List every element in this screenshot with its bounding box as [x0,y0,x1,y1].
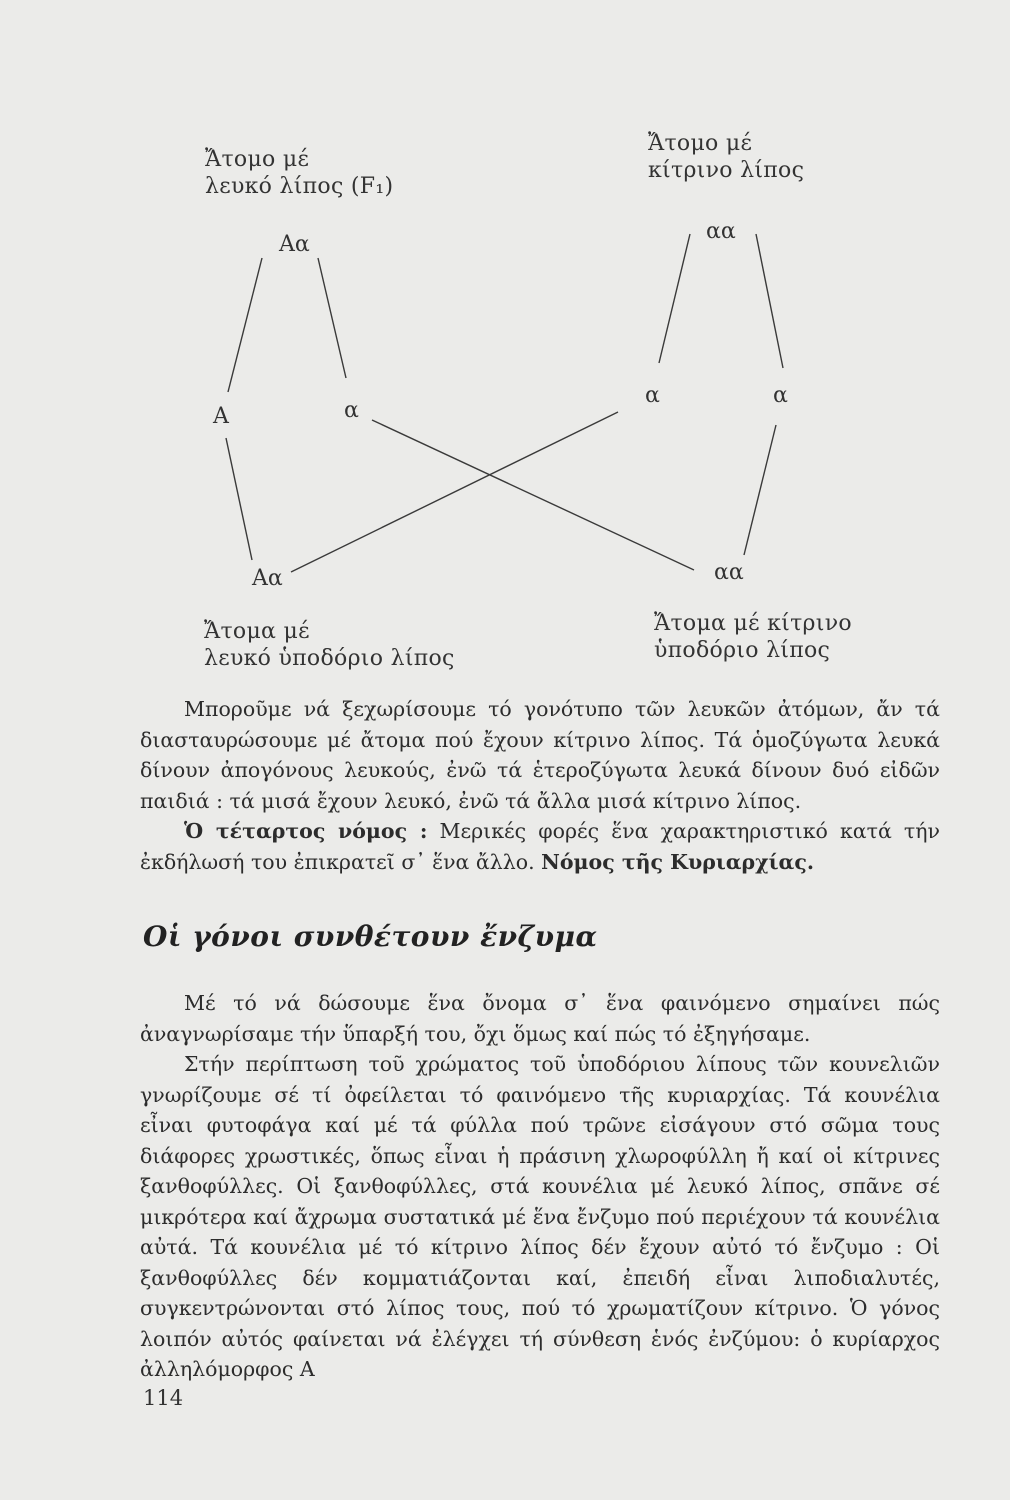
line-a1-to-offspring-Aa [291,412,618,572]
paragraph-genotype-test: Μποροῦμε νά ξεχωρίσουμε τό γονότυπο τῶν λευκῶν ἀτόμων, ἄν τά διασταυρώσουμε μέ ἄτομα πού ἔχουν κίτρινο λίπος. Τά ὁμοζύγωτα λευκά δίνουν ἀπογόνους λευκούς, ἐνῶ τά ἑτεροζύγωτα λευκά δίνουν δυό εἰδῶν παιδιά : τά μισά ἔχουν λευκό, ἐνῶ τά ἄλλα μισά κίτρινο λίπος. [140,697,940,813]
label-parent-yellow-line2: κίτρινο λίπος [648,158,805,183]
gamete-a-right-2: α [773,383,788,408]
page-number: 114 [143,1386,184,1410]
offspring-aa: αα [714,560,744,585]
label-offspring-yellow [654,610,852,664]
gamete-A: Α [213,404,229,429]
line-Aa-to-A [228,258,262,392]
paragraph-enzymes: Στήν περίπτωση τοῦ χρώματος τοῦ ὑποδόριου λίπους τῶν κουνελιῶν γνωρίζουμε σέ τί ὀφείλεται τό φαινόμενο τῆς κυριαρχίας. Τά κουνέλια εἶναι φυτοφάγα καί μέ τά φύλλα πού τρῶνε εἰσάγουν στό σῶμα τους διάφορες χρωστικές, ὅπως εἶναι ἡ πράσινη χλωροφύλλη ἤ καί οἱ κίτρινες ξανθοφύλλες. Οἱ ξανθοφύλλες, στά κουνέλια μέ λευκό λίπος, σπᾶνε σέ μικρότερα καί ἄχρωμα συστατικά μέ ἕνα ἔνζυμο πού περιέχουν τά κουνέλια αὐτά. Τά κουνέλια μέ τό κίτρινο λίπος δέν ἔχουν αὐτό τό ἔνζυμο : Οἱ ξανθοφύλλες δέν κομματιάζονται καί, ἐπειδή εἶναι λιποδιαλυτές, συγκεντρώνονται στό λίπος τους, πού τό χρωματίζουν κίτρινο. Ὁ γόνος λοιπόν αὐτός φαίνεται νά ἐλέγχει τή σύνθεση ἑνός ἐνζύμου: ὁ κυρίαρχος ἀλληλόμορφος Α [140,1052,940,1381]
gamete-a-left: α [344,398,359,423]
genetic-cross-diagram [0,0,1010,690]
label-parent-yellow-line1: Ἄτομο μέ [648,131,753,156]
label-offspring-white-line1: Ἄτομα μέ [204,619,310,644]
label-offspring-yellow-line1: Ἄτομα μέ κίτρινο [654,611,852,636]
section-heading: Οἱ γόνοι συνθέτουν ἔνζυμα [143,920,598,953]
offspring-Aa: Αα [252,566,283,591]
fourth-law-lead: Ὁ τέταρτος νόμος : [184,819,428,843]
paragraph-naming: Μέ τό νά δώσουμε ἕνα ὄνομα σ᾽ ἕνα φαινόμενο σημαίνει πώς ἀναγνωρίσαμε τήν ὕπαρξή του, ὄχι ὅμως καί πώς τό ἐξηγήσαμε. [140,991,940,1046]
line-Aa-to-a [318,258,346,378]
genotype-parent-aa: αα [706,219,736,244]
line-a-to-offspring-aa [372,420,694,570]
label-offspring-yellow-line2: ὑποδόριο λίπος [654,638,831,663]
genotype-parent-Aa: Αα [279,232,310,257]
text-block-upper [140,694,940,877]
law-of-dominance: Νόμος τῆς Κυριαρχίας. [541,849,814,874]
cross-lines [0,0,1010,690]
label-parent-white-line2: λευκό λίπος (F₁) [205,174,394,199]
label-parent-yellow [648,130,804,184]
text-block-lower [140,988,940,1385]
label-parent-white-line1: Ἄτομο μέ [205,147,310,172]
line-aa-to-a1 [659,234,690,363]
line-a2-to-offspring-aa [744,425,776,555]
label-offspring-white [204,618,455,672]
fourth-law-text: Μερικές φορές ἕνα χαρακτηριστικό κατά τήν ἐκδήλωσή του ἐπικρατεῖ σ᾽ ἕνα ἄλλο. [140,819,940,874]
paragraph-fourth-law [140,816,940,877]
line-aa-to-a2 [756,234,783,368]
label-parent-white [205,146,393,200]
line-A-to-offspring-Aa [226,438,252,560]
gamete-a-right-1: α [645,383,660,408]
label-offspring-white-line2: λευκό ὑποδόριο λίπος [204,646,455,671]
